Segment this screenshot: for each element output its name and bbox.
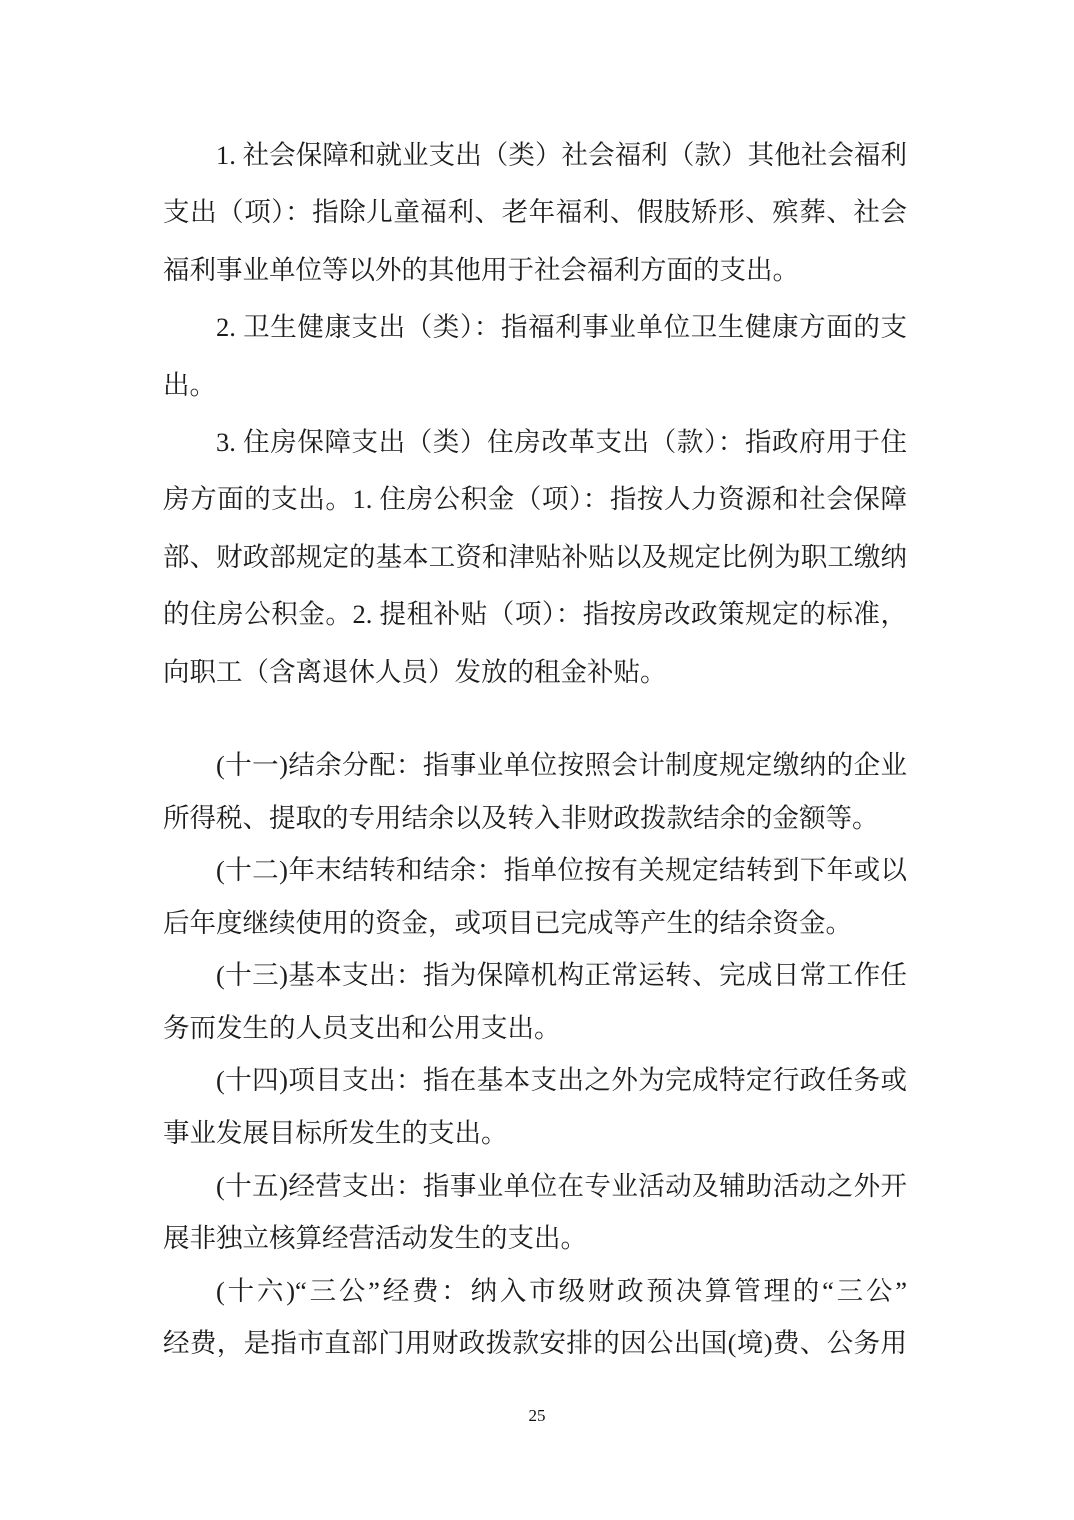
paragraph — [163, 1265, 907, 1370]
text-line: 事业发展目标所发生的支出。 — [163, 1118, 508, 1149]
text-line: 向职工（含离退休人员）发放的租金补贴。 — [163, 656, 667, 687]
text-line: 部、财政部规定的基本工资和津贴补贴以及规定比例为职工缴纳 — [163, 541, 907, 572]
text-line: (十二)年末结转和结余：指单位按有关规定结转到下年或以 — [216, 855, 907, 886]
text-line: (十五)经营支出：指事业单位在专业活动及辅助活动之外开 — [216, 1170, 907, 1201]
text-line: 房方面的支出。1. 住房公积金（项）：指按人力资源和社会保障 — [163, 484, 907, 515]
text-line: (十三)基本支出：指为保障机构正常运转、完成日常工作任 — [216, 960, 907, 991]
paragraph — [163, 949, 907, 1054]
text-line: 2. 卫生健康支出（类）：指福利事业单位卫生健康方面的支 — [216, 312, 907, 343]
document-body — [163, 127, 907, 1370]
paragraph — [163, 1054, 907, 1159]
section-glossary-terms — [163, 739, 907, 1370]
text-line: 经费，是指市直部门用财政拨款安排的因公出国(境)费、公务用 — [163, 1328, 907, 1359]
text-line: (十四)项目支出：指在基本支出之外为完成特定行政任务或 — [216, 1065, 907, 1096]
text-line: 出。 — [163, 369, 216, 400]
paragraph — [163, 127, 907, 299]
paragraph — [163, 844, 907, 949]
text-line: (十六)“三公”经费：纳入市级财政预决算管理的“三公” — [216, 1275, 907, 1306]
text-line: 务而发生的人员支出和公用支出。 — [163, 1012, 561, 1043]
text-line: 支出（项）：指除儿童福利、老年福利、假肢矫形、殡葬、社会 — [163, 197, 907, 228]
paragraph — [163, 299, 907, 414]
text-line: 的住房公积金。2. 提租补贴（项）：指按房改政策规定的标准， — [163, 599, 907, 630]
section-expenditure-classification-definitions — [163, 127, 907, 701]
page-number: 25 — [528, 1406, 546, 1425]
paragraph — [163, 414, 907, 701]
text-line: 所得税、提取的专用结余以及转入非财政拨款结余的金额等。 — [163, 802, 879, 833]
text-line: 1. 社会保障和就业支出（类）社会福利（款）其他社会福利 — [216, 140, 907, 170]
text-line: 3. 住房保障支出（类）住房改革支出（款）：指政府用于住 — [216, 426, 907, 457]
paragraph — [163, 1160, 907, 1265]
paragraph — [163, 739, 907, 844]
text-line: 福利事业单位等以外的其他用于社会福利方面的支出。 — [163, 254, 799, 285]
text-line: 后年度继续使用的资金，或项目已完成等产生的结余资金。 — [163, 907, 852, 938]
text-line: 展非独立核算经营活动发生的支出。 — [163, 1223, 587, 1254]
text-line: (十一)结余分配：指事业单位按照会计制度规定缴纳的企业 — [216, 749, 907, 780]
